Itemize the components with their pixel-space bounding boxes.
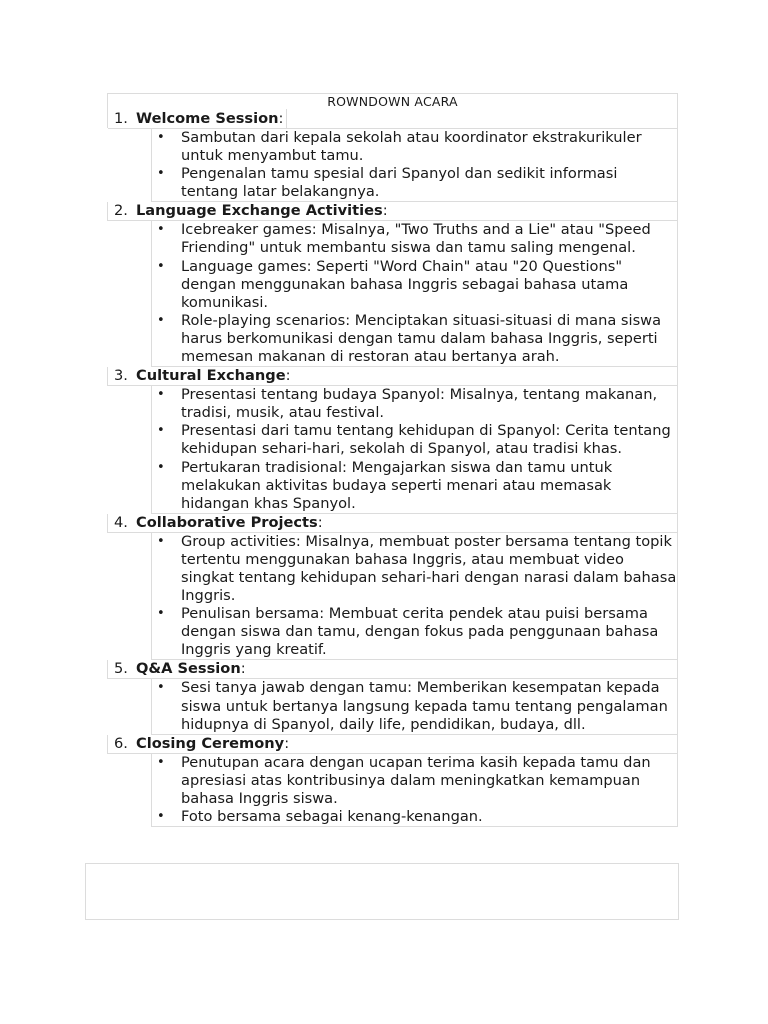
list-item-text: Presentasi dari tamu tentang kehidupan di Spanyol: Cerita tentang kehidupan sehari-hari, sekolah di Spanyol, atau tradisi khas. [181, 422, 671, 458]
bullet-icon: • [157, 754, 165, 770]
section-heading-colon: : [285, 367, 291, 385]
document-title-row [107, 93, 678, 110]
rundown-document [107, 93, 678, 827]
sections-container [107, 110, 678, 827]
bullet-icon: • [157, 166, 165, 182]
section-heading-row [107, 202, 678, 221]
list-item [152, 312, 677, 366]
bullet-list [152, 533, 677, 660]
list-item-text: Pertukaran tradisional: Mengajarkan siswa dan tamu untuk melakukan aktivitas budaya seperti menari atau memasak hidangan khas Spanyol. [181, 458, 613, 512]
list-item [152, 129, 677, 165]
section-6 [107, 735, 678, 827]
list-item [152, 422, 677, 458]
list-item-text: Group activities: Misalnya, membuat poster bersama tentang topik tertentu menggunakan bahasa Inggris, atau membuat video singkat tentang kehidupan sehari-hari dengan narasi dalam bahasa Inggris. [181, 532, 677, 605]
bullet-icon: • [157, 533, 165, 549]
section-1 [107, 110, 678, 202]
section-number: 2. [114, 202, 128, 220]
bullet-list [152, 754, 677, 826]
list-item-text: Penulisan bersama: Membuat cerita pendek atau puisi bersama dengan siswa dan tamu, dengan fokus pada penggunaan bahasa Inggris yang kreatif. [181, 605, 659, 659]
list-item-text: Language games: Seperti "Word Chain" atau "20 Questions" dengan menggunakan bahasa Inggris sebagai bahasa utama komunikasi. [181, 257, 629, 311]
section-heading-text: Language Exchange Activities [136, 202, 383, 220]
section-number: 4. [114, 513, 128, 531]
list-item [152, 165, 677, 201]
bullet-list [152, 679, 677, 733]
section-body-cell [151, 386, 678, 514]
section-heading-colon: : [317, 513, 323, 531]
section-number: 3. [114, 367, 128, 385]
bullet-icon: • [157, 459, 165, 475]
section-body-cell [151, 128, 678, 202]
section-heading [136, 660, 246, 678]
section-number: 1. [114, 110, 128, 127]
section-heading-row [107, 660, 678, 679]
list-item-text: Sesi tanya jawab dengan tamu: Memberikan kesempatan kepada siswa untuk bertanya langsung kepada tamu tentang pengalaman hidupnya di Spanyol, daily life, pendidikan, budaya, dll. [181, 679, 668, 733]
document-title: ROWNDOWN ACARA [327, 94, 458, 109]
section-number: 5. [114, 660, 128, 678]
section-heading-text: Closing Ceremony [136, 734, 285, 752]
list-item [152, 679, 677, 733]
bullet-list [152, 386, 677, 513]
section-heading [136, 202, 388, 220]
bullet-list [152, 129, 677, 201]
empty-footer-cell [85, 863, 679, 920]
list-item [152, 754, 677, 808]
section-heading [136, 110, 283, 128]
section-body-cell [151, 754, 678, 827]
section-4 [107, 514, 678, 661]
list-item [152, 459, 677, 513]
section-heading-row [107, 514, 678, 533]
list-item [152, 258, 677, 312]
section-heading-colon: : [278, 110, 284, 127]
section-heading-colon: : [382, 202, 388, 220]
section-heading-row [107, 367, 678, 386]
section-number: 6. [114, 734, 128, 752]
list-item-text: Icebreaker games: Misalnya, "Two Truths and a Lie" atau "Speed Friending" untuk membantu siswa dan tamu saling mengenal. [181, 221, 651, 257]
list-item-text: Penutupan acara dengan ucapan terima kasih kepada tamu dan apresiasi atas kontribusinya dalam meningkatkan kemampuan bahasa Inggris siswa. [181, 753, 651, 807]
list-item [152, 386, 677, 422]
bullet-icon: • [157, 680, 165, 696]
list-item-text: Pengenalan tamu spesial dari Spanyol dan sedikit informasi tentang latar belakangnya. [181, 165, 618, 201]
bullet-icon: • [157, 130, 165, 145]
section-heading [136, 514, 323, 532]
section-heading-colon: : [240, 660, 246, 678]
bullet-icon: • [157, 809, 165, 824]
section-heading [136, 367, 291, 385]
bullet-icon: • [157, 258, 165, 274]
bullet-icon: • [157, 423, 165, 439]
bullet-icon: • [157, 222, 165, 238]
section-body-cell [151, 679, 678, 734]
list-item [152, 605, 677, 659]
bullet-list [152, 221, 677, 366]
bullet-icon: • [157, 387, 165, 403]
bullet-icon: • [157, 312, 165, 328]
bullet-icon: • [157, 606, 165, 622]
section-heading-text: Q&A Session [136, 660, 241, 678]
section-5 [107, 660, 678, 734]
section-heading-row [107, 735, 678, 754]
section-heading-text: Cultural Exchange [136, 367, 286, 385]
section-body-cell [151, 221, 678, 367]
list-item-text: Foto bersama sebagai kenang-kenangan. [181, 808, 483, 825]
list-item [152, 533, 677, 605]
list-item [152, 808, 677, 826]
list-item-text: Role-playing scenarios: Menciptakan situasi-situasi di mana siswa harus berkomunikasi dengan tamu dalam bahasa Inggris, seperti memesan makanan di restoran atau bertanya arah. [181, 311, 662, 366]
list-item-text: Presentasi tentang budaya Spanyol: Misalnya, tentang makanan, tradisi, musik, atau festival. [181, 386, 658, 422]
list-item [152, 221, 677, 257]
section-heading-text: Welcome Session [136, 110, 279, 127]
section-heading-colon: : [284, 734, 290, 752]
section-body-cell [151, 533, 678, 661]
section-3 [107, 367, 678, 514]
section-2 [107, 202, 678, 367]
list-item-text: Sambutan dari kepala sekolah atau koordinator ekstrakurikuler untuk menyambut tamu. [181, 129, 642, 165]
section-heading-row [107, 110, 678, 128]
section-heading [136, 735, 289, 753]
section-heading-text: Collaborative Projects [136, 513, 318, 531]
